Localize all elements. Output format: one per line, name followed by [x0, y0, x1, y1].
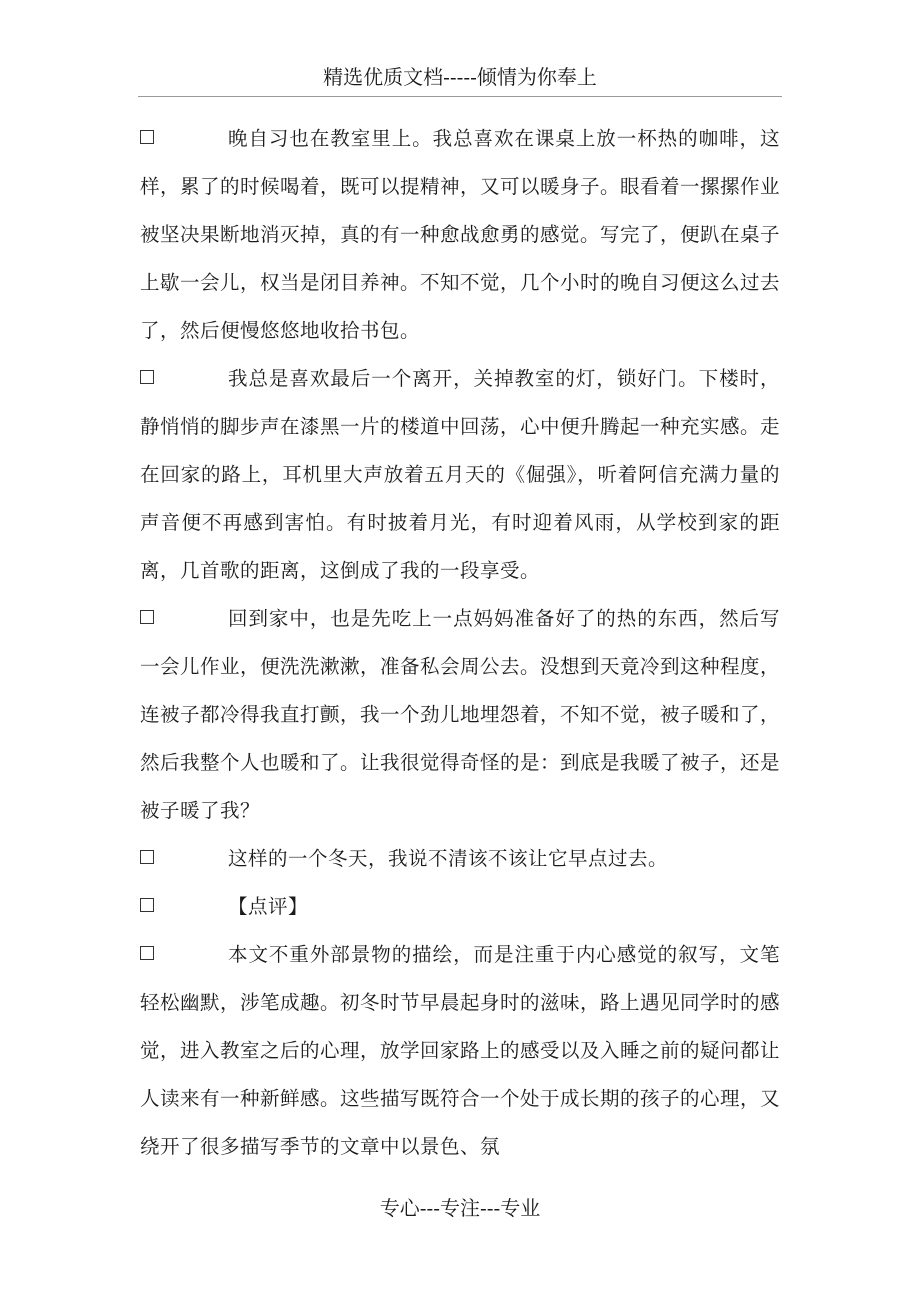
page-header: 精选优质文档-----倾情为你奉上	[138, 62, 782, 97]
paragraph-text: 我总是喜欢最后一个离开，关掉教室的灯，锁好门。下楼时，静悄悄的脚步声在漆黑一片的楼道中回荡，心中便升腾起一种充实感。走在回家的路上，耳机里大声放着五月天的《倔强》，听着阿信充满力量的声音便不再感到害怕。有时披着月光，有时迎着风雨，从学校到家的距离，几首歌的距离，这倒成了我的一段享受。	[140, 367, 781, 582]
paragraph-text: 晚自习也在教室里上。我总喜欢在课桌上放一杯热的咖啡，这样，累了的时候喝着，既可以提精神，又可以暖身子。眼看着一摞摞作业被坚决果断地消灭掉，真的有一种愈战愈勇的感觉。写完了，便趴在桌子上歇一会儿，权当是闭目养神。不知不觉，几个小时的晚自习便这么过去了，然后便慢悠悠地收拾书包。	[140, 127, 781, 342]
paragraph-text: 回到家中，也是先吃上一点妈妈准备好了的热的东西，然后写一会儿作业，便洗洗漱漱，准备私会周公去。没想到天竟冷到这种程度，连被子都冷得我直打颤，我一个劲儿地埋怨着，不知不觉，被子暖和了，然后我整个人也暖和了。让我很觉得奇怪的是：到底是我暖了被子，还是被子暖了我？	[140, 607, 781, 822]
paragraph	[140, 835, 780, 883]
checkbox-square-icon	[140, 946, 154, 960]
checkbox-square-icon	[140, 130, 154, 144]
checkbox-square-icon	[140, 610, 154, 624]
document-body	[140, 115, 780, 1171]
paragraph	[140, 355, 780, 595]
checkbox-square-icon	[140, 850, 154, 864]
page-footer: 专心---专注---专业	[379, 1196, 541, 1220]
paragraph-text: 本文不重外部景物的描绘，而是注重于内心感觉的叙写，文笔轻松幽默，涉笔成趣。初冬时节早晨起身时的滋味，路上遇见同学时的感觉，进入教室之后的心理，放学回家路上的感受以及入睡之前的疑问都让人读来有一种新鲜感。这些描写既符合一个处于成长期的孩子的心理，又绕开了很多描写季节的文章中以景色、氛	[140, 943, 781, 1158]
paragraph	[140, 931, 780, 1171]
checkbox-square-icon	[140, 370, 154, 384]
comment-heading: 【点评】	[228, 895, 309, 918]
paragraph	[140, 115, 780, 355]
paragraph	[140, 883, 780, 931]
paragraph	[140, 595, 780, 835]
paragraph-text: 这样的一个冬天，我说不清该不该让它早点过去。	[228, 847, 669, 870]
checkbox-square-icon	[140, 898, 154, 912]
